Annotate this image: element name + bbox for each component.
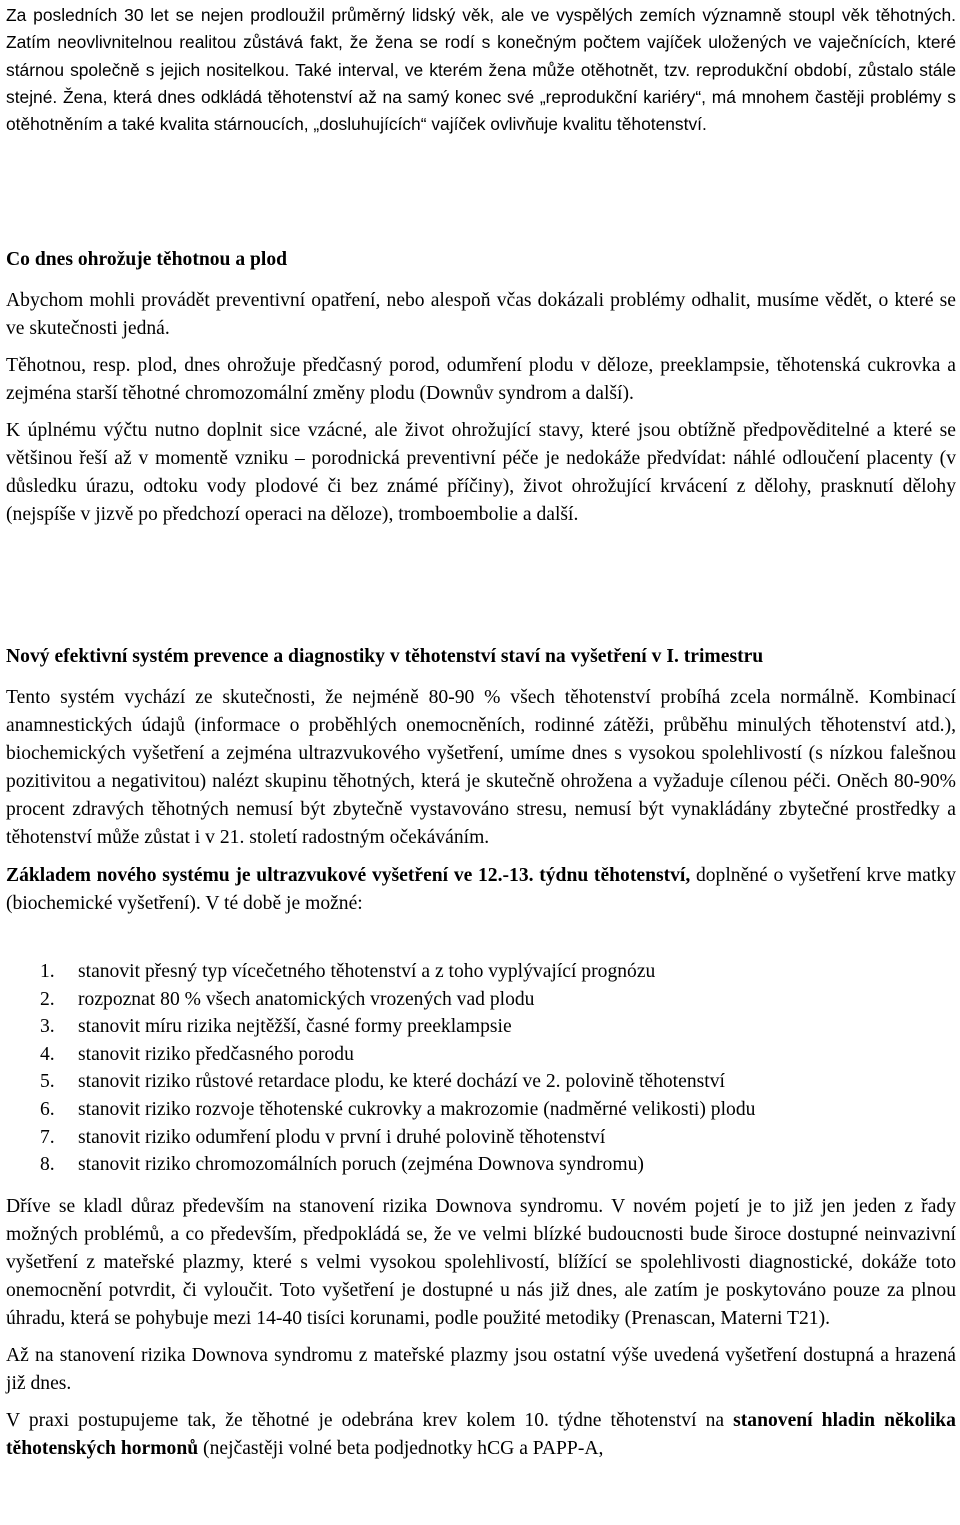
list-item: 1. stanovit přesný typ vícečetného těhotenství a z toho vyplývající prognózu [40, 961, 656, 982]
intro-block [6, 2, 956, 138]
list-item: 3. stanovit míru rizika nejtěžší, časné formy preeklampsie [40, 1016, 512, 1038]
section-3-paragraph-1: Dříve se kladl důraz především na stanovení rizika Downova syndromu. V novém pojetí je to již jen jeden z řady možných problémů, a co především, předpokládá se, že ve velmi blízké budoucnosti bude široce dostupné neinvazivní vyšetření z mateřské plazmy, které s velmi vysokou spolehlivostí, blížící se spolehlivosti diagnostické, dokáže toto onemocnění potvrdit, či vyloučit. Toto vyšetření je dostupné u nás již dnes, ale zatím je poskytováno pouze za plnou úhradu, která se pohybuje mezi 14-40 tisíci korunami, podle použité metodiky (Prenascan, Materni T21). [6, 1196, 956, 1329]
intro-paragraph: Za posledních 30 let se nejen prodloužil průměrný lidský věk, ale ve vyspělých zemích významně stoupl věk těhotných. Zatím neovlivnitelnou realitou zůstává fakt, že žena se rodí s konečným počtem vajíček uložených ve vaječnících, které stárnou společně s jejich nositelkou. Také interval, ve kterém žena může otěhotnět, tzv. reprodukční období, zůstalo stále stejné. Žena, která dnes odkládá těhotenství až na samý konec své „reprodukční kariéry“, má mnohem častěji problémy s otěhotněním a také kvalita stárnoucích, „dosluhujících“ vajíček ovlivňuje kvalitu těhotenství. [6, 5, 956, 135]
possibilities-list [0, 958, 950, 1179]
section-3-paragraph-3-start: V praxi postupujeme tak, že těhotné je odebrána krev kolem 10. týdne těhotenství na [6, 1410, 734, 1431]
section-3-paragraph-3 [6, 1407, 956, 1463]
section-2-paragraph-2 [6, 862, 956, 918]
section-1-heading: Co dnes ohrožuje těhotnou a plod [6, 249, 288, 270]
section-2-paragraph-2-rest: doplněné o vyšetření krve matky (biochemické vyšetření). V té době je možné: [6, 865, 956, 914]
list-item: 6. stanovit riziko rozvoje těhotenské cukrovky a makrozomie (nadměrné velikosti) plodu [40, 1098, 756, 1120]
list-item: 5. stanovit riziko růstové retardace plodu, ke které dochází ve 2. polovině těhotenství [40, 1071, 725, 1093]
section-1-paragraph-1: Abychom mohli provádět preventivní opatření, nebo alespoň včas dokázali problémy odhalit, musíme vědět, o které se ve skutečnosti jedná. [6, 290, 956, 339]
section-1-paragraph-3: K úplnému výčtu nutno doplnit sice vzácné, ale život ohrožující stavy, které jsou obtížně předpověditelné a které se většinou řeší až v momentě vzniku – porodnická preventivní péče je nedokáže předvídat: náhlé odloučení placenty (v důsledku úrazu, odtoku vody plodové či bez známé příčiny), život ohrožující krvácení z dělohy, prasknutí dělohy (nejspíše v jizvě po předchozí operaci na děloze), tromboembolie a další. [6, 420, 956, 525]
list-item: 2. rozpoznat 80 % všech anatomických vrozených vad plodu [40, 988, 535, 1010]
list-item: 7. stanovit riziko odumření plodu v první i druhé polovině těhotenství [40, 1126, 606, 1148]
list-item: 8. stanovit riziko chromozomálních poruch (zejména Downova syndromu) [40, 1154, 644, 1176]
section-2-paragraph-1: Tento systém vychází ze skutečnosti, že nejméně 80-90 % všech těhotenství probíhá zcela normálně. Kombinací anamnestických údajů (informace o proběhlých onemocněních, rodinné zátěži, průběhu minulých těhotenství atd.), biochemických vyšetření a zejména ultrazvukového vyšetření, umíme dnes s vysokou spolehlivostí (s nízkou falešnou pozitivitou a negativitou) nalézt skupinu těhotných, která je skutečně ohrožena a vyžaduje cílenou péči. Oněch 80-90% procent zdravých těhotných nemusí být zbytečně vystavováno stresu, nemusí být vynakládány zbytečné prostředky a těhotenství může zůstat i v 21. století radostným očekáváním. [6, 687, 956, 848]
section-3-paragraph-2: Až na stanovení rizika Downova syndromu z mateřské plazmy jsou ostatní výše uvedená vyšetření dostupná a hrazená již dnes. [6, 1345, 956, 1394]
list-item: 4. stanovit riziko předčasného porodu [40, 1043, 354, 1065]
section-3 [6, 1193, 956, 1463]
section-2-heading: Nový efektivní systém prevence a diagnostiky v těhotenství staví na vyšetření v I. trimestru [6, 646, 764, 667]
section-2 [6, 643, 956, 918]
section-3-paragraph-3-bold: stanovení hladin několika těhotenských hormonů [6, 1410, 956, 1459]
section-2-paragraph-2-bold: Základem nového systému je ultrazvukové vyšetření ve 12.-13. týdnu těhotenství, [6, 865, 691, 886]
section-1 [6, 246, 956, 529]
section-3-paragraph-3-end: (nejčastěji volné beta podjednotky hCG a PAPP-A, [198, 1438, 604, 1459]
section-1-paragraph-2: Těhotnou, resp. plod, dnes ohrožuje předčasný porod, odumření plodu v děloze, preeklampsie, těhotenská cukrovka a zejména starší těhotné chromozomální změny plodu (Downův syndrom a další). [6, 355, 956, 404]
